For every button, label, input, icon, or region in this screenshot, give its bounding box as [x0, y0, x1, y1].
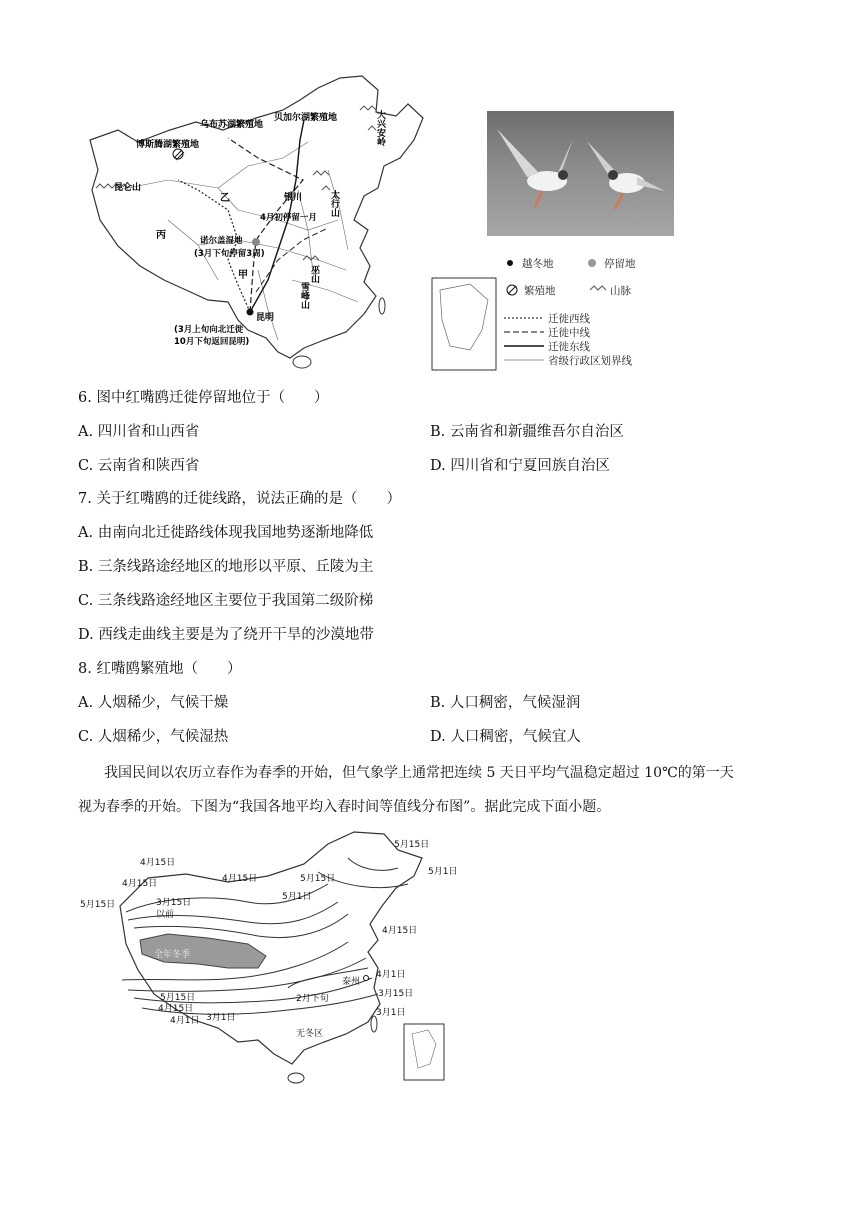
label-feb-late: 2月下旬 [296, 994, 329, 1004]
question-8-option-b[interactable]: B. 人口稠密，气候湿润 [430, 695, 581, 711]
gull-photo [487, 111, 674, 236]
label-wushan: 巫山 [309, 265, 319, 283]
spring-onset-map [78, 828, 458, 1086]
label-bing: 丙 [156, 230, 166, 241]
map1-legend [430, 250, 645, 375]
label-mar15: 3月15日 [378, 989, 414, 999]
label-may15-sw: 5月15日 [160, 993, 196, 1003]
label-taihang: 太行山 [329, 190, 339, 217]
label-wubusu: 乌布苏湖繁殖地 [200, 120, 264, 130]
label-nuoer: 诺尔盖湿地 [200, 236, 243, 246]
legend-east: 迁徙东线 [548, 341, 590, 353]
label-yinchuan: 银川 [284, 193, 303, 203]
question-7-option-c[interactable]: C. 三条线路途经地区主要位于我国第二级阶梯 [78, 593, 374, 609]
label-baikal: 贝加尔湖繁殖地 [274, 113, 338, 123]
question-6-stem: 6. 图中红嘴鸥迁徙停留地位于（ ） [78, 390, 329, 406]
question-8-stem: 8. 红嘴鸥繁殖地（ ） [78, 661, 242, 677]
nuoer-stop-marker [252, 238, 260, 246]
label-bosten: 博斯腾湖繁殖地 [136, 140, 200, 150]
label-kunming-note2: 10月下旬返回昆明) [174, 337, 250, 347]
legend-mountain: 山脉 [610, 285, 631, 297]
legend-middle: 迁徙中线 [548, 327, 590, 339]
legend-winter: 越冬地 [522, 258, 554, 270]
label-mar1-sw: 3月1日 [206, 1013, 236, 1023]
label-kunlun: 昆仑山 [114, 183, 142, 193]
label-may1-a: 5月1日 [282, 892, 312, 902]
legend-west: 迁徙西线 [548, 313, 590, 325]
label-nuoer-note: (3月下旬停留3周) [194, 249, 265, 259]
kunming-winter-marker [247, 309, 254, 316]
label-taizhou: 泰州 [342, 977, 361, 987]
label-may15-ne: 5月15日 [394, 840, 430, 850]
label-may15-a: 5月15日 [80, 900, 116, 910]
question-6-option-c[interactable]: C. 云南省和陕西省 [78, 458, 200, 474]
label-apr15-c: 4月15日 [222, 874, 258, 884]
label-may15-b: 5月15日 [300, 874, 336, 884]
question-7-option-b[interactable]: B. 三条线路途经地区的地形以平原、丘陵为主 [78, 559, 374, 575]
migration-map [78, 70, 448, 375]
label-kunming: 昆明 [256, 313, 275, 323]
legend-stop: 停留地 [604, 258, 636, 270]
question-6-option-d[interactable]: D. 四川省和宁夏回族自治区 [430, 458, 610, 474]
question-6-option-b[interactable]: B. 云南省和新疆维吾尔自治区 [430, 424, 624, 440]
intro-paragraph-line1: 我国民间以农历立春作为春季的开始，但气象学上通常把连续 5 天日平均气温稳定超过 10℃的第一天 [104, 765, 734, 781]
label-all-year-winter: 全年冬季 [154, 950, 191, 960]
question-8-option-a[interactable]: A. 人烟稀少，气候干燥 [78, 695, 229, 711]
question-7-option-a[interactable]: A. 由南向北迁徙路线体现我国地势逐渐地降低 [78, 525, 374, 541]
label-mar15-before: 3月15日 [156, 898, 192, 908]
label-jia: 甲 [238, 270, 248, 281]
label-apr15-b: 4月15日 [122, 879, 158, 889]
label-yinchuan-note: 4月初停留一月 [260, 213, 317, 223]
label-may1-ne: 5月1日 [428, 867, 458, 877]
west-route [178, 180, 250, 312]
label-xuefeng: 雪峰山 [299, 282, 309, 309]
legend-breed: 繁殖地 [524, 285, 556, 297]
label-apr1: 4月1日 [376, 970, 406, 980]
label-apr15-a: 4月15日 [140, 858, 176, 868]
label-daxinganling: 大兴安岭 [375, 110, 385, 146]
legend-boundary: 省级行政区划界线 [548, 355, 632, 367]
question-7-option-d[interactable]: D. 西线走曲线主要是为了绕开干旱的沙漠地带 [78, 627, 374, 643]
label-kunming-note1: (3月上旬向北迁徙 [174, 325, 244, 335]
label-before: 以前 [156, 910, 175, 920]
label-yi: 乙 [220, 193, 230, 204]
label-no-winter: 无冬区 [296, 1029, 324, 1039]
label-apr15-e: 4月15日 [382, 926, 418, 936]
question-8-option-c[interactable]: C. 人烟稀少，气候湿热 [78, 729, 229, 745]
label-mar1-e: 3月1日 [376, 1008, 406, 1018]
question-6-option-a[interactable]: A. 四川省和山西省 [78, 424, 200, 440]
question-8-option-d[interactable]: D. 人口稠密，气候宜人 [430, 729, 581, 745]
intro-paragraph-line2: 视为春季的开始。下图为“我国各地平均入春时间等值线分布图”。据此完成下面小题。 [78, 799, 611, 815]
label-apr1-sw: 4月1日 [170, 1016, 200, 1026]
question-7-stem: 7. 关于红嘴鸥的迁徙线路，说法正确的是（ ） [78, 491, 401, 507]
middle-route [228, 138, 303, 312]
label-apr15-sw: 4月15日 [158, 1004, 194, 1014]
